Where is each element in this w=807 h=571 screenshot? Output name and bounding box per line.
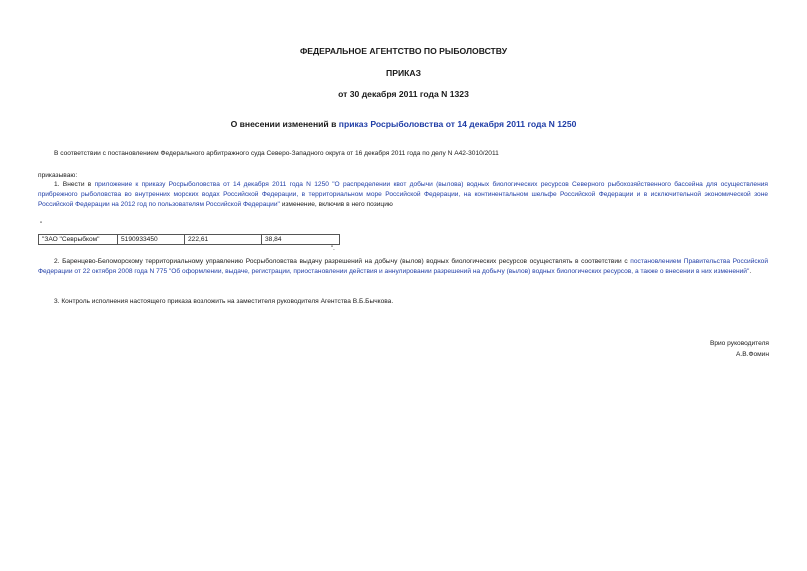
item-1-lead: 1. Внести в <box>54 181 95 188</box>
document-type: ПРИКАЗ <box>386 68 421 78</box>
table-cell-value-2: 38,84 <box>262 235 340 245</box>
subject-link[interactable]: приказ Росрыболовства от 14 декабря 2011 года N 1250 <box>338 119 577 129</box>
document-subject <box>0 119 807 129</box>
position-table <box>38 234 340 245</box>
item-2-tail: . <box>749 268 752 275</box>
subject-prefix: О внесении изменений в <box>230 119 339 129</box>
item-2-lead: 2. Баренцево-Беломорскому территориальному управлению Росрыболовства выдачу разрешений на добычу (вылов) водных биологических ресурсов осуществлять в соответствии с <box>54 258 631 265</box>
close-quote: ". <box>331 246 335 252</box>
document-date-number: от 30 декабря 2011 года N 1323 <box>338 89 469 99</box>
signatory-name: А.В.Фомин <box>736 351 769 358</box>
item-1-link[interactable]: приложение к приказу Росрыболовства от 14 декабря 2011 года N 1250 "О распределении квот добычи (вылова) водных биологических ресурсов Северного рыбохозяйственного бассейна для осуществления прибрежного рыболовства во внутренних морских водах Российской Федерации, в территориальном море Российской Федерации, на континентальном шельфе Российской Федерации и в исключительной экономической зоне Российской Федерации на 2012 год по пользователям Российской Федерации" <box>38 181 768 208</box>
table-cell-value-1: 222,61 <box>185 235 262 245</box>
order-word: приказываю: <box>38 172 78 179</box>
item-3-paragraph: 3. Контроль исполнения настоящего приказа возложить на заместителя руководителя Агентства В.Б.Бычкова. <box>54 298 394 305</box>
table-row <box>39 235 340 245</box>
item-2-paragraph <box>38 257 768 277</box>
agency-title: ФЕДЕРАЛЬНОЕ АГЕНТСТВО ПО РЫБОЛОВСТВУ <box>299 46 508 56</box>
signatory-title: Врио руководителя <box>709 340 769 347</box>
preamble-text: В соответствии с постановлением Федерального арбитражного суда Северо-Западного округа от 16 декабря 2011 года по делу N А42-3010/2011 <box>54 150 499 157</box>
table-cell-company: "ЗАО "Севрыбком" <box>39 235 118 245</box>
item-2-link[interactable]: постановлением Правительства Российской Федерации от 22 октября 2008 года N 775 "Об оформлении, выдаче, регистрации, приостановлении действия и аннулировании разрешений на добычу (вылов) водных биологических ресурсов, а также о внесении в них изменений" <box>38 258 769 275</box>
item-1-paragraph <box>38 180 768 210</box>
open-quote: " <box>40 222 43 228</box>
item-1-tail: изменение, включив в него позицию <box>279 201 393 208</box>
table-cell-inn: 5190933450 <box>118 235 185 245</box>
